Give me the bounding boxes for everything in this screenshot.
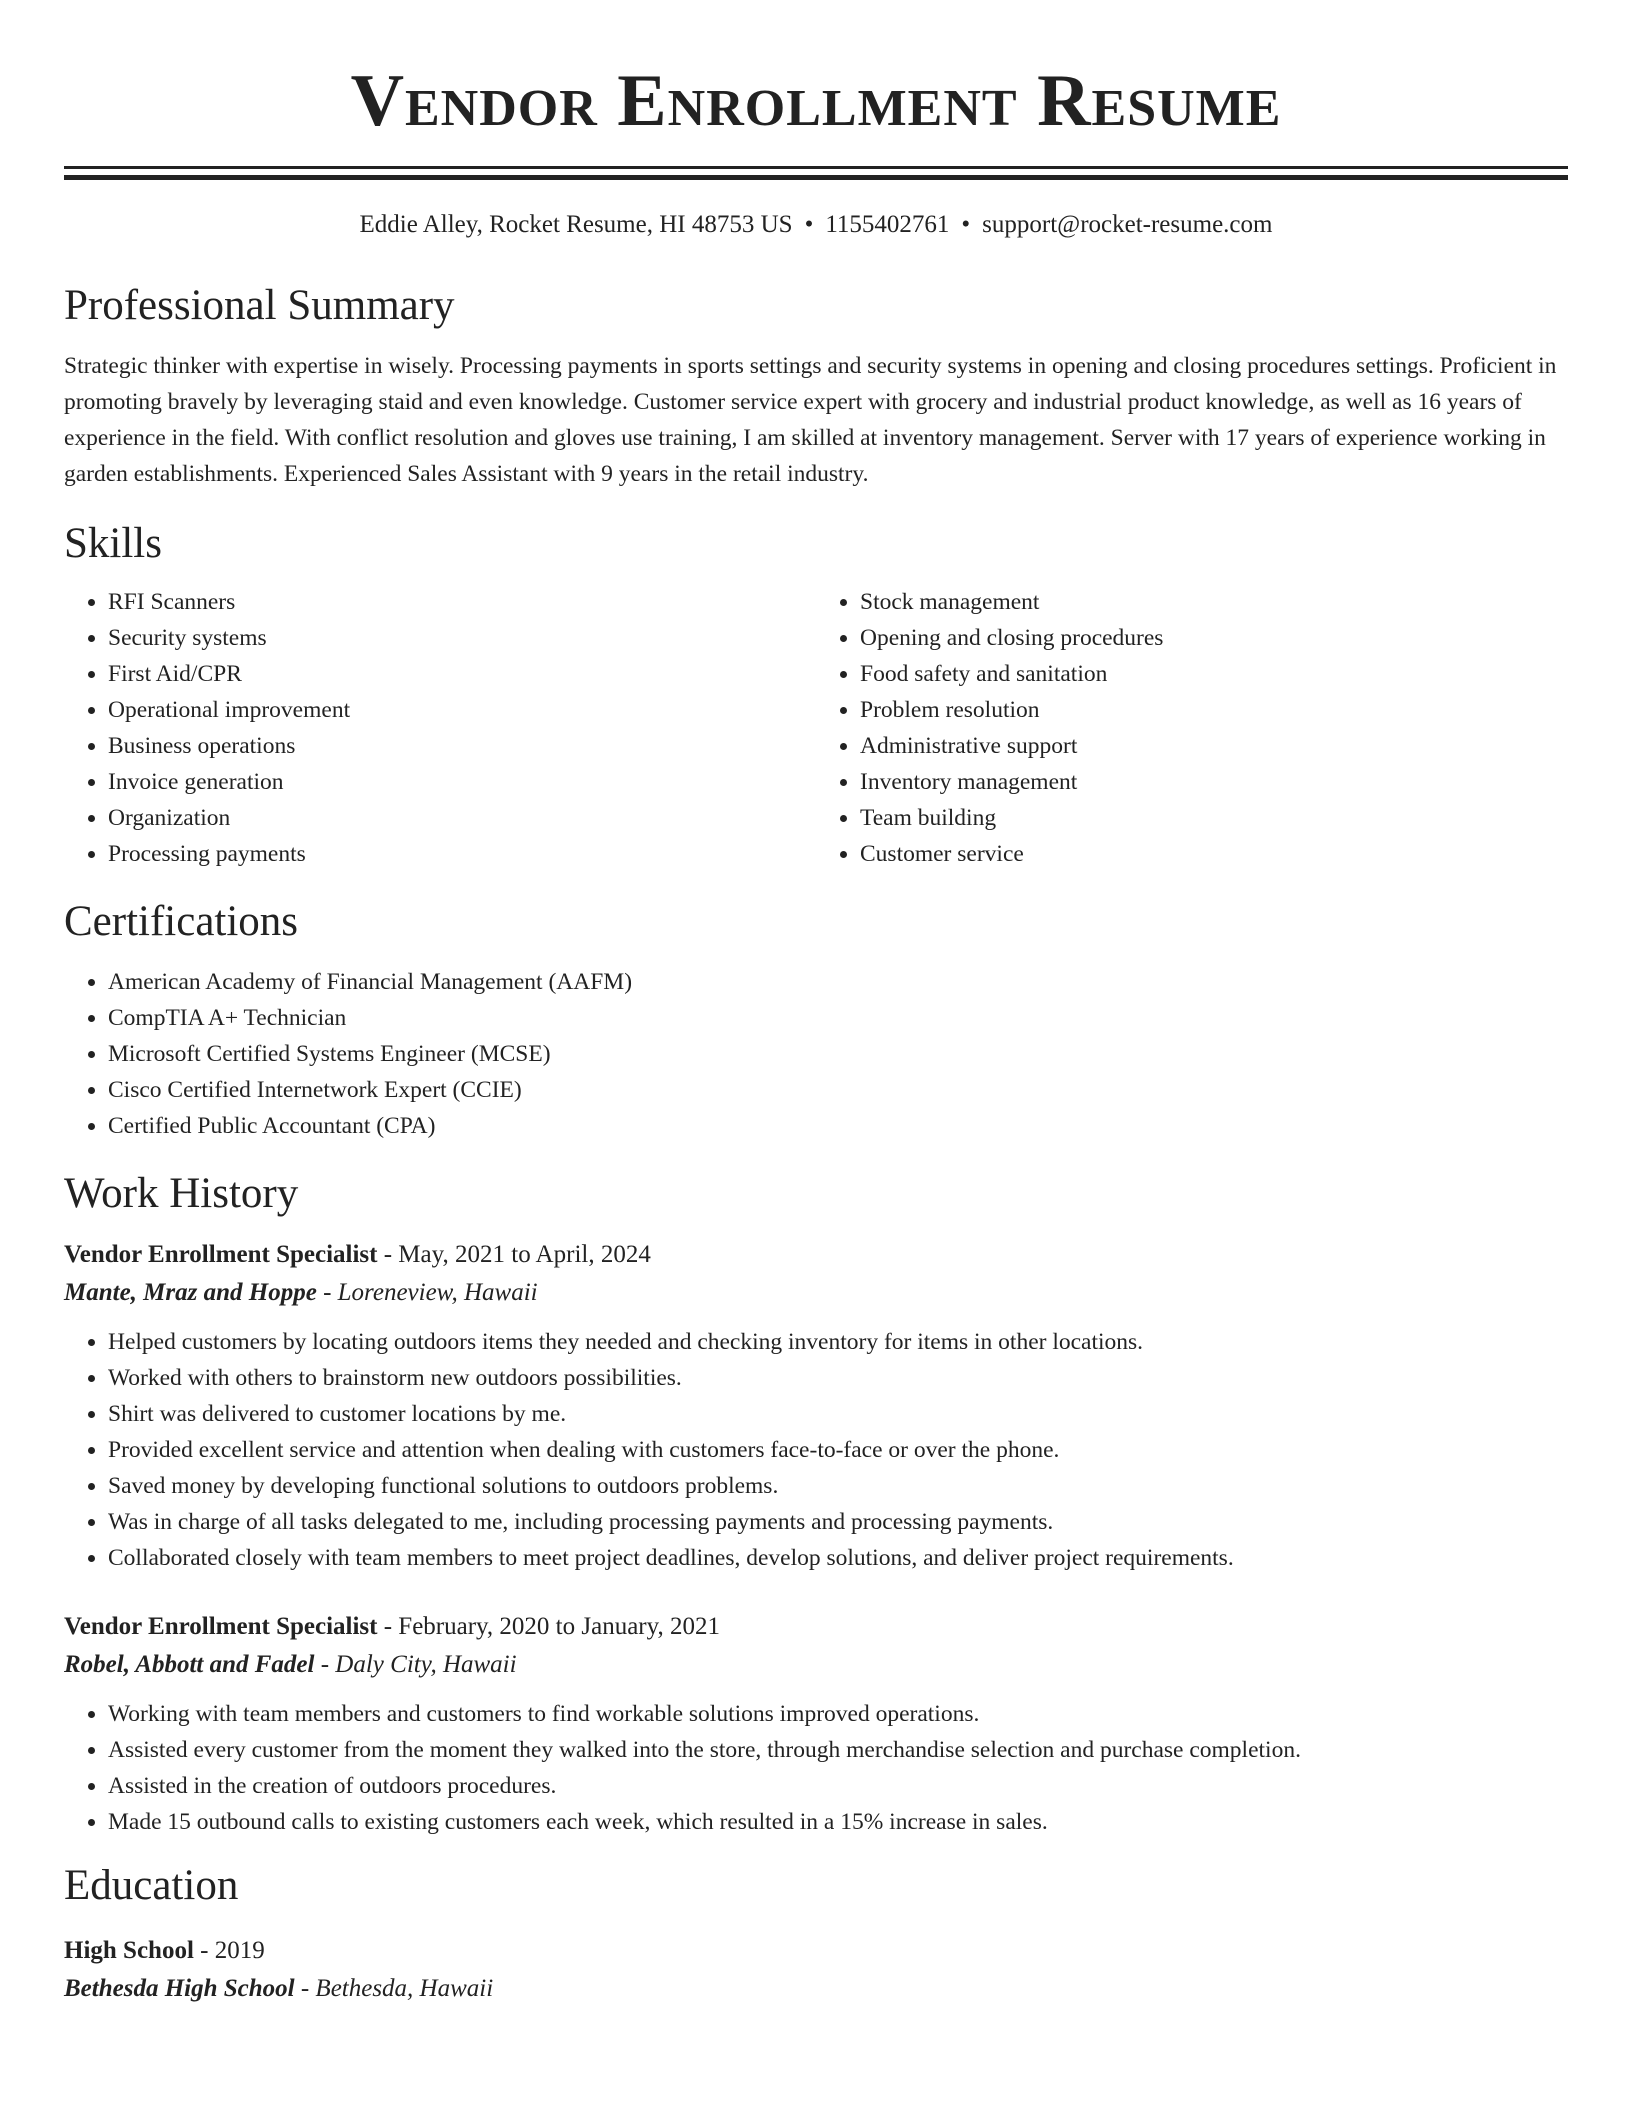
title-divider-thin — [64, 166, 1568, 169]
job-duty: • Helped customers by locating outdoors items they needed and checking inventory for items in other locations. — [108, 1324, 1568, 1360]
contact-phone: 1155402761 — [825, 211, 950, 238]
job-duty: • Worked with others to brainstorm new outdoors possibilities. — [108, 1360, 1568, 1396]
contact-address: Eddie Alley, Rocket Resume, HI 48753 US — [359, 211, 793, 238]
resume-title: Vendor Enrollment Resume — [350, 60, 1282, 142]
job-duty: • Working with team members and customers to find workable solutions improved operations. — [108, 1696, 1568, 1732]
skill-item: • Opening and closing procedures — [860, 620, 1568, 656]
skill-item: • RFI Scanners — [108, 584, 816, 620]
job-title: Vendor Enrollment Specialist — [64, 1613, 378, 1640]
summary-heading: Professional Summary — [64, 282, 455, 329]
education-degree: High School — [64, 1937, 194, 1964]
job-duty: • Was in charge of all tasks delegated to me, including processing payments and processing payments. — [108, 1504, 1568, 1540]
job-duty: • Saved money by developing functional solutions to outdoors problems. — [108, 1468, 1568, 1504]
skill-item: • Business operations — [108, 728, 816, 764]
skill-item: • Problem resolution — [860, 692, 1568, 728]
certification-item: • Cisco Certified Internetwork Expert (CCIE) — [108, 1072, 1568, 1108]
contact-line — [64, 208, 1568, 242]
job-title-line — [64, 1608, 1568, 1646]
company-name: Robel, Abbott and Fadel — [64, 1651, 315, 1678]
company-line — [64, 1274, 1568, 1312]
certifications-list — [64, 964, 1568, 1144]
job-title: Vendor Enrollment Specialist — [64, 1241, 378, 1268]
job-dates: - February, 2020 to January, 2021 — [377, 1613, 720, 1640]
contact-separator: • — [804, 211, 814, 238]
contact-separator: • — [961, 211, 971, 238]
education-school: Bethesda High School — [64, 1975, 295, 2002]
company-location: - Loreneview, Hawaii — [316, 1279, 538, 1306]
job-duty: • Shirt was delivered to customer locations by me. — [108, 1396, 1568, 1432]
skills-list-right — [816, 584, 1568, 872]
job-dates: - May, 2021 to April, 2024 — [377, 1241, 651, 1268]
title-divider-thick — [64, 175, 1568, 180]
certification-item: • CompTIA A+ Technician — [108, 1000, 1568, 1036]
education-location: - Bethesda, Hawaii — [294, 1975, 494, 2002]
resume-page — [64, 0, 1568, 2008]
work-history-heading: Work History — [64, 1170, 299, 1217]
skills-heading: Skills — [64, 520, 162, 567]
certification-item: • Certified Public Accountant (CPA) — [108, 1108, 1568, 1144]
certification-item: • Microsoft Certified Systems Engineer (MCSE) — [108, 1036, 1568, 1072]
skill-item: • Food safety and sanitation — [860, 656, 1568, 692]
education-heading: Education — [64, 1862, 239, 1909]
job-duty: • Provided excellent service and attention when dealing with customers face-to-face or over the phone. — [108, 1432, 1568, 1468]
job-duties-list — [64, 1324, 1568, 1576]
skill-item: • Customer service — [860, 836, 1568, 872]
job-entry — [64, 1236, 1568, 1576]
summary-text: Strategic thinker with expertise in wisely. Processing payments in sports settings and security systems in opening and closing procedures settings. Proficient in promoting bravely by leveraging staid and even knowledge. Customer service expert with grocery and industrial product knowledge, as well as 16 years of experience in the field. With conflict resolution and gloves use training, I am skilled at inventory management. Server with 17 years of experience working in garden establishments. Experienced Sales Assistant with 9 years in the retail industry. — [64, 353, 1557, 487]
job-entry — [64, 1608, 1568, 1840]
skill-item: • Operational improvement — [108, 692, 816, 728]
education-school-line — [64, 1970, 1568, 2008]
skills-list-left — [64, 584, 816, 872]
contact-email: support@rocket-resume.com — [982, 211, 1273, 238]
job-title-line — [64, 1236, 1568, 1274]
certification-item: • American Academy of Financial Management (AAFM) — [108, 964, 1568, 1000]
skill-item: • Administrative support — [860, 728, 1568, 764]
job-duty: • Made 15 outbound calls to existing customers each week, which resulted in a 15% increase in sales. — [108, 1804, 1568, 1840]
skill-item: • Processing payments — [108, 836, 816, 872]
job-duty: • Assisted in the creation of outdoors procedures. — [108, 1768, 1568, 1804]
company-location: - Daly City, Hawaii — [314, 1651, 517, 1678]
skill-item: • Stock management — [860, 584, 1568, 620]
skills-columns — [64, 584, 1568, 872]
skill-item: • Team building — [860, 800, 1568, 836]
skill-item: • Invoice generation — [108, 764, 816, 800]
certifications-heading: Certifications — [64, 898, 299, 945]
education-year: - 2019 — [193, 1937, 265, 1964]
skill-item: • Organization — [108, 800, 816, 836]
skill-item: • First Aid/CPR — [108, 656, 816, 692]
education-degree-line — [64, 1932, 1568, 1970]
company-line — [64, 1646, 1568, 1684]
job-duties-list — [64, 1696, 1568, 1840]
job-duty: • Collaborated closely with team members to meet project deadlines, develop solutions, and deliver project requirements. — [108, 1540, 1568, 1576]
skill-item: • Security systems — [108, 620, 816, 656]
company-name: Mante, Mraz and Hoppe — [64, 1279, 317, 1306]
skill-item: • Inventory management — [860, 764, 1568, 800]
job-duty: • Assisted every customer from the moment they walked into the store, through merchandise selection and purchase completion. — [108, 1732, 1568, 1768]
